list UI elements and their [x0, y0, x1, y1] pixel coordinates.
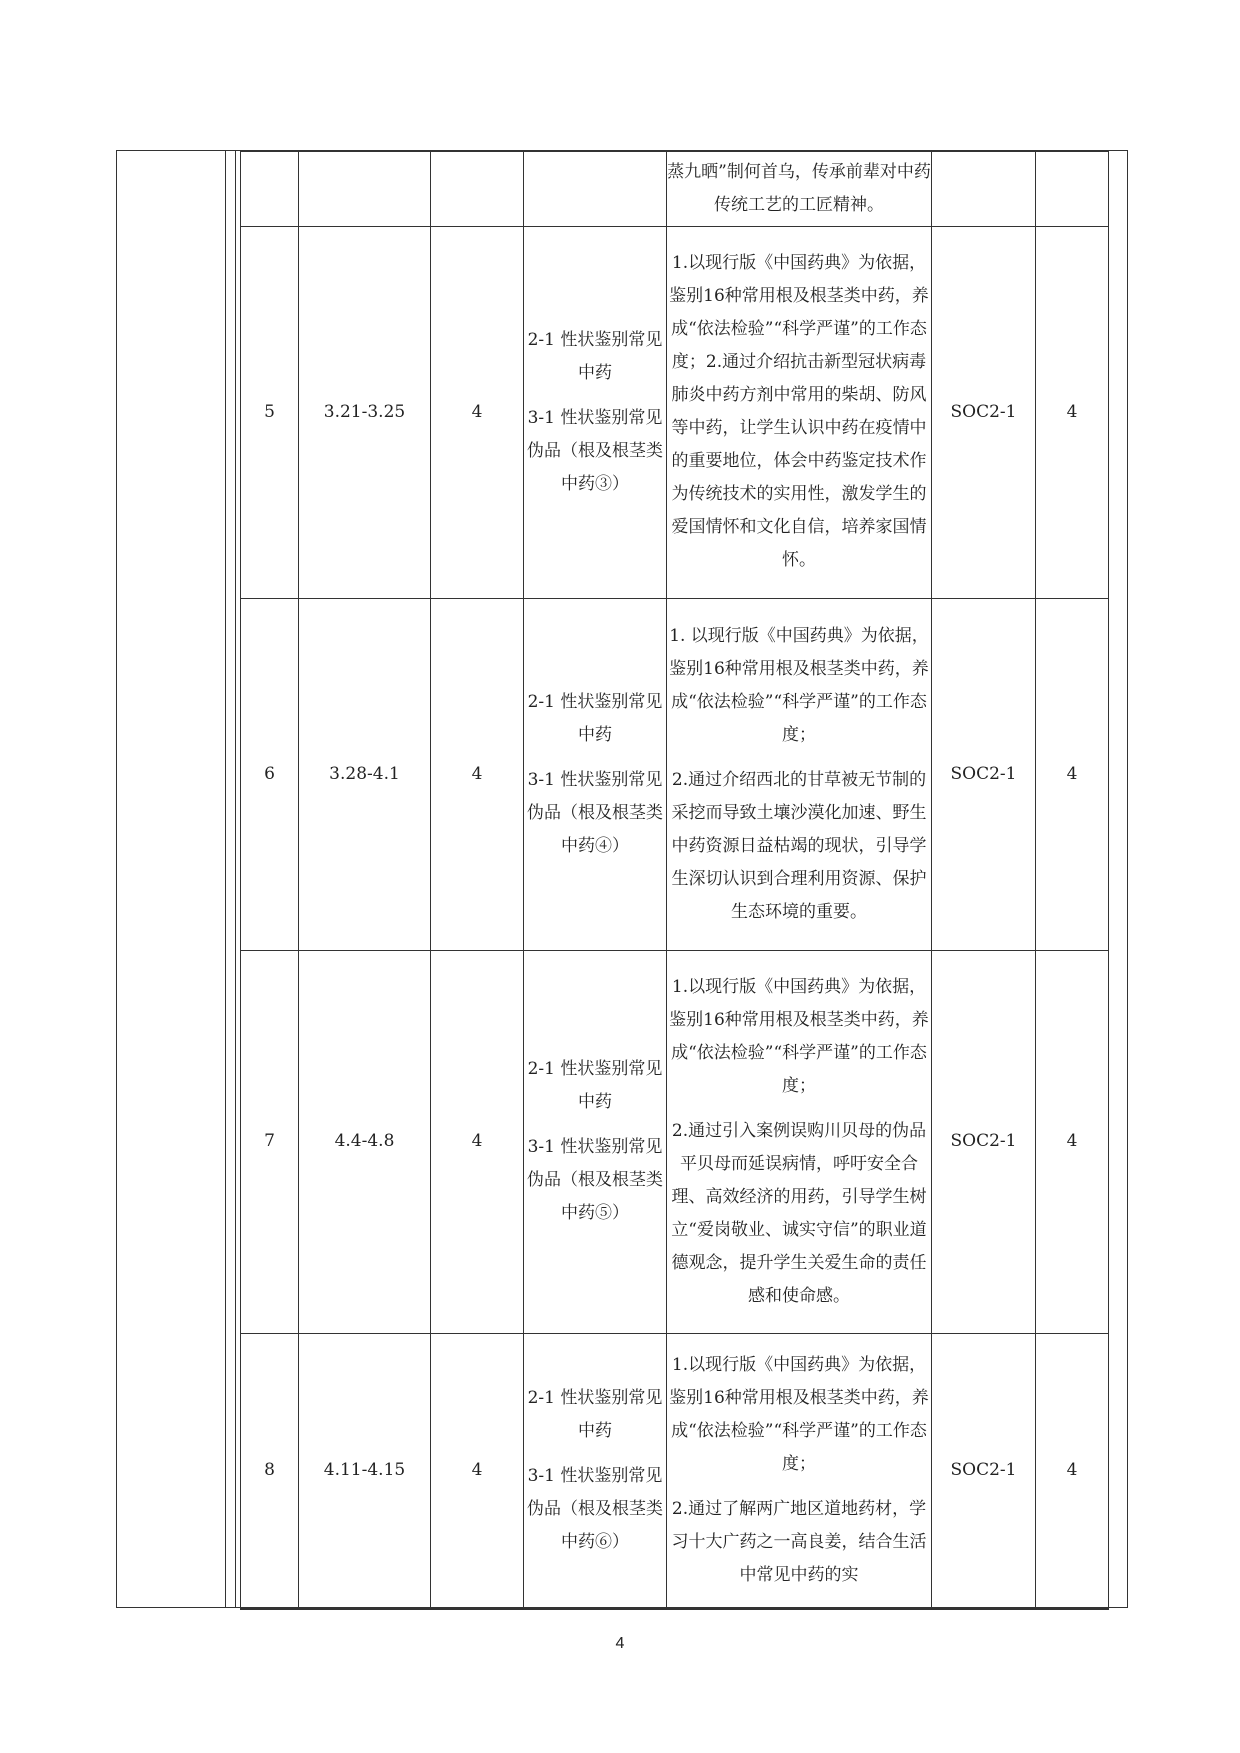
date-cell [299, 151, 431, 226]
content-paragraph: 2.通过了解两广地区道地药材，学习十大广药之一高良姜，结合生活中常见中药的实 [671, 1499, 927, 1586]
hours-cell: 4 [431, 598, 524, 950]
weight-cell: 4 [1036, 226, 1109, 598]
objective-code-cell [932, 151, 1036, 226]
content-paragraph: 蒸九晒”制何首乌，传承前辈对中药传统工艺的工匠精神。 [667, 161, 931, 215]
topic-line: 2-1 性状鉴别常见中药 [527, 1388, 663, 1442]
week-number-cell: 8 [241, 1333, 299, 1609]
content-cell [667, 598, 932, 950]
content-paragraph: 1.以现行版《中国药典》为依据，鉴别16种常用根及根茎类中药，养成“依法检验”“科学严谨”的工作态度；2.通过介绍抗击新型冠状病毒肺炎中药方剂中常用的柴胡、防风等中药，让学生认识中药在疫情中的重要地位，体会中药鉴定技术作为传统技术的实用性，激发学生的爱国情怀和文化自信，培养家国情怀。 [669, 253, 929, 570]
week-number-cell: 6 [241, 598, 299, 950]
outer-column-divider [235, 150, 236, 1608]
content-cell [667, 226, 932, 598]
topic-line: 2-1 性状鉴别常见中药 [527, 1059, 663, 1112]
topic-cell [524, 151, 667, 226]
objective-code-cell: SOC2-1 [932, 226, 1036, 598]
topic-line: 3-1 性状鉴别常见伪品（根及根茎类中药④） [527, 769, 663, 856]
hours-cell: 4 [431, 950, 524, 1333]
content-paragraph: 1.以现行版《中国药典》为依据，鉴别16种常用根及根茎类中药，养成“依法检验”“科学严谨”的工作态度； [669, 1355, 929, 1475]
hours-cell [431, 151, 524, 226]
date-cell: 3.28-4.1 [299, 598, 431, 950]
objective-code-cell: SOC2-1 [932, 950, 1036, 1333]
topic-line: 2-1 性状鉴别常见中药 [527, 329, 663, 383]
objective-code-cell: SOC2-1 [932, 598, 1036, 950]
date-cell: 3.21-3.25 [299, 226, 431, 598]
content-cell [667, 950, 932, 1333]
content-paragraph: 1. 以现行版《中国药典》为依据，鉴别16种常用根及根茎类中药，养成“依法检验”“科学严谨”的工作态度； [669, 625, 929, 745]
topic-cell [524, 950, 667, 1333]
table-row [241, 950, 1109, 1333]
weight-cell: 4 [1036, 598, 1109, 950]
topic-line: 3-1 性状鉴别常见伪品（根及根茎类中药③） [527, 407, 663, 494]
content-paragraph: 1.以现行版《中国药典》为依据，鉴别16种常用根及根茎类中药，养成“依法检验”“科学严谨”的工作态度； [669, 976, 929, 1096]
weight-cell: 4 [1036, 1333, 1109, 1609]
topic-cell [524, 598, 667, 950]
weight-cell: 4 [1036, 950, 1109, 1333]
page-number: 4 [615, 1635, 625, 1652]
outer-column-divider [225, 150, 226, 1608]
date-cell: 4.4-4.8 [299, 950, 431, 1333]
content-paragraph: 2.通过引入案例误购川贝母的伪品平贝母而延误病情，呼吁安全合理、高效经济的用药，引导学生树立“爱岗敬业、诚实守信”的职业道德观念，提升学生关爱生命的责任感和使命感。 [671, 1120, 927, 1306]
date-cell: 4.11-4.15 [299, 1333, 431, 1609]
table-row [241, 598, 1109, 950]
week-number-cell [241, 151, 299, 226]
table-row [241, 226, 1109, 598]
table-row-continuation [241, 151, 1109, 226]
content-cell [667, 151, 932, 226]
table-row [241, 1333, 1109, 1609]
topic-line: 3-1 性状鉴别常见伪品（根及根茎类中药⑤） [527, 1137, 663, 1223]
week-number-cell: 5 [241, 226, 299, 598]
content-paragraph: 2.通过介绍西北的甘草被无节制的采挖而导致土壤沙漠化加速、野生中药资源日益枯竭的现状，引导学生深切认识到合理利用资源、保护生态环境的重要。 [671, 769, 927, 922]
topic-cell [524, 1333, 667, 1609]
hours-cell: 4 [431, 226, 524, 598]
topic-line: 2-1 性状鉴别常见中药 [527, 691, 663, 745]
content-cell [667, 1333, 932, 1609]
hours-cell: 4 [431, 1333, 524, 1609]
topic-line: 3-1 性状鉴别常见伪品（根及根茎类中药⑥） [527, 1466, 663, 1553]
schedule-table [240, 150, 1109, 1610]
week-number-cell: 7 [241, 950, 299, 1333]
weight-cell [1036, 151, 1109, 226]
topic-cell [524, 226, 667, 598]
objective-code-cell: SOC2-1 [932, 1333, 1036, 1609]
